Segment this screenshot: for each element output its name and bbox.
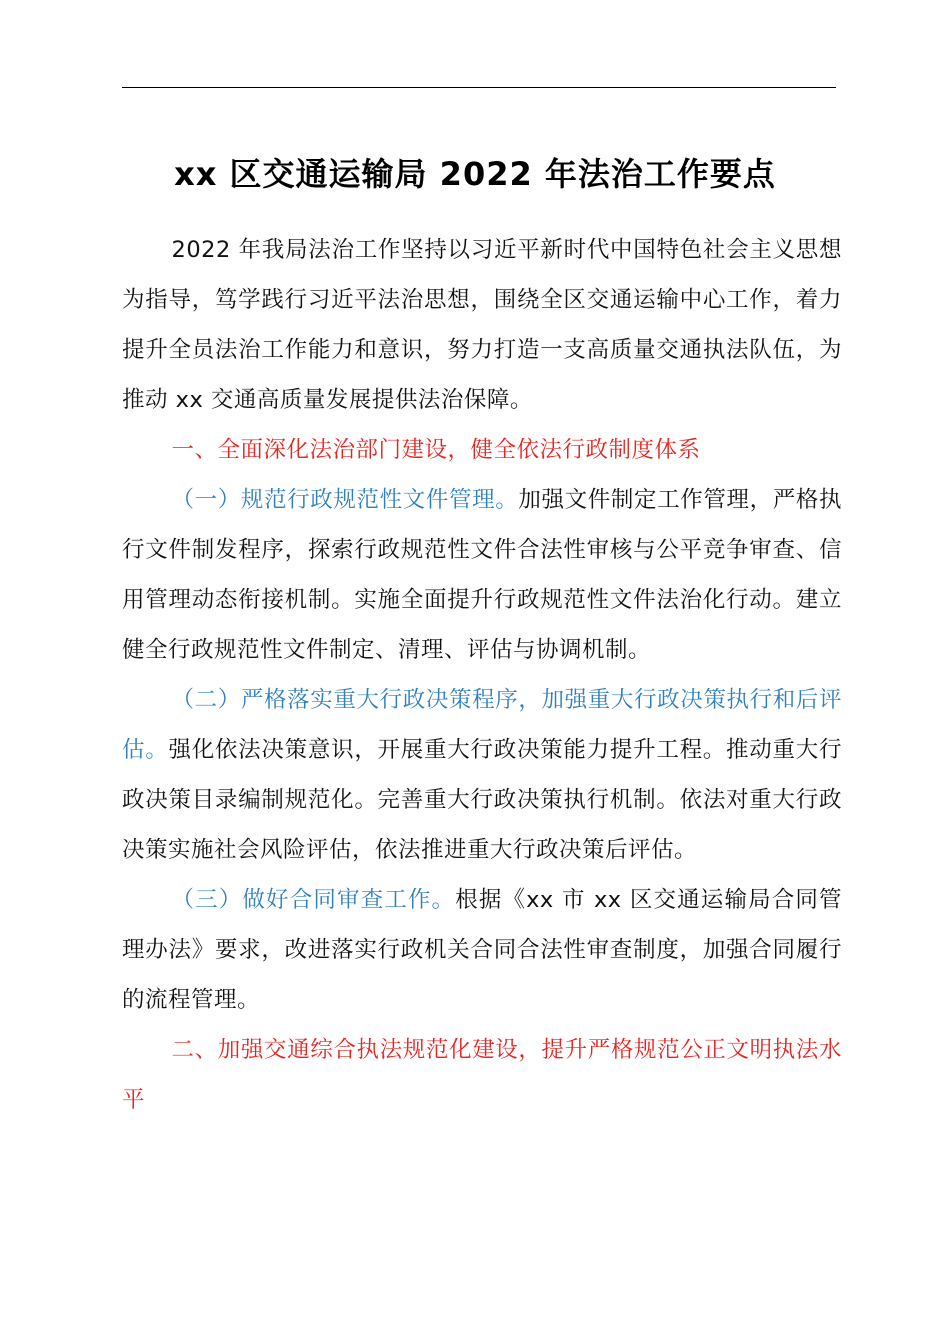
subsection-3-text: 根据《xx 市 xx 区交通运输局合同管理办法》要求，改进落实行政机关合同合法性审查制度，加强合同履行的流程管理。 xyxy=(122,887,842,1013)
subsection-paragraph xyxy=(122,875,842,1025)
subsection-2-heading: （二）严格落实重大行政决策程序，加强重大行政决策执行和后评估。 xyxy=(122,687,842,763)
section-heading xyxy=(122,425,842,475)
subsection-3-heading: （三）做好合同审查工作。 xyxy=(171,887,456,913)
subsection-1-heading: （一）规范行政规范性文件管理。 xyxy=(171,487,519,513)
subsection-1-text: 加强文件制定工作管理，严格执行文件制发程序，探索行政规范性文件合法性审核与公平竞争审查、信用管理动态衔接机制。实施全面提升行政规范性文件法治化行动。建立健全行政规范性文件制定、清理、评估与协调机制。 xyxy=(122,487,842,663)
subsection-paragraph xyxy=(122,475,842,675)
header-rule xyxy=(122,87,836,88)
section-1-heading: 一、全面深化法治部门建设，健全依法行政制度体系 xyxy=(171,437,701,463)
intro-paragraph: 2022 年我局法治工作坚持以习近平新时代中国特色社会主义思想为指导，笃学践行习近平法治思想，围绕全区交通运输中心工作，着力提升全员法治工作能力和意识，努力打造一支高质量交通执法队伍，为推动 xx 交通高质量发展提供法治保障。 xyxy=(122,237,842,413)
document-title: xx 区交通运输局 2022 年法治工作要点 xyxy=(174,155,776,193)
subsection-2-text: 强化依法决策意识，开展重大行政决策能力提升工程。推动重大行政决策目录编制规范化。完善重大行政决策执行机制。依法对重大行政决策实施社会风险评估，依法推进重大行政决策后评估。 xyxy=(122,737,842,863)
document-body xyxy=(122,225,842,1125)
subsection-paragraph xyxy=(122,675,842,875)
section-heading xyxy=(122,1025,842,1125)
section-2-heading: 二、加强交通综合执法规范化建设，提升严格规范公正文明执法水平 xyxy=(122,1037,842,1113)
